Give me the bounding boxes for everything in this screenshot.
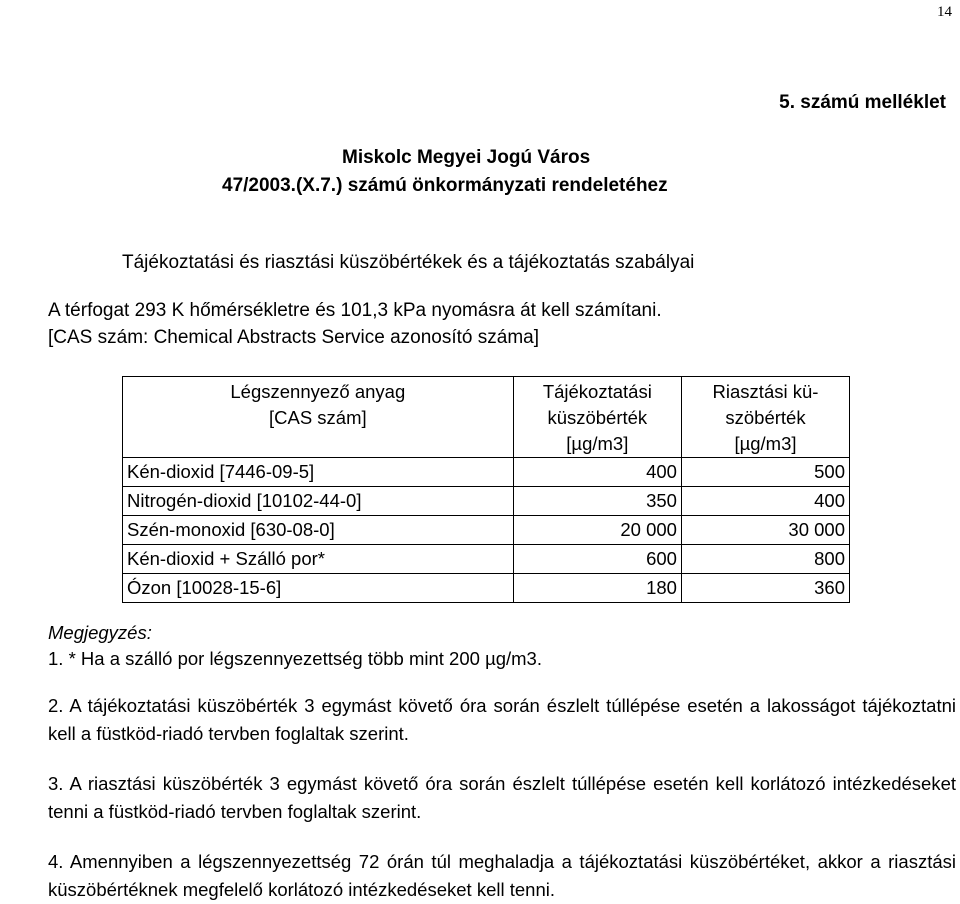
header-info-line1: Tájékoztatási (542, 381, 652, 402)
header-info-line2: küszöbérték (547, 407, 648, 428)
info-threshold-value: 20 000 (513, 516, 681, 545)
table-row (123, 516, 850, 545)
header-alarm-line3: [µg/m3] (734, 433, 797, 454)
pollutant-name: Kén-dioxid + Szálló por* (123, 545, 514, 574)
alarm-threshold-value: 360 (681, 574, 849, 603)
header-alarm-line1: Riasztási kü- (712, 381, 819, 402)
table-row (123, 545, 850, 574)
header-pollutant-line2: [CAS szám] (268, 407, 367, 428)
info-threshold-value: 350 (513, 487, 681, 516)
note-4: 4. Amennyiben a légszennyezettség 72 órán túl meghaladja a tájékoztatási küszöbértéket, akkor a riasztási küszöbértéknek megfelelő korlátozó intézkedéseket kell tenni. (48, 851, 956, 900)
table-header-row (123, 377, 850, 458)
intro-line-volume: A térfogat 293 K hőmérsékletre és 101,3 kPa nyomásra át kell számítani. (48, 300, 662, 321)
pollutant-name: Nitrogén-dioxid [10102-44-0] (123, 487, 514, 516)
annex-label: 5. számú melléklet (779, 92, 946, 113)
header-pollutant-line1: Légszennyező anyag (230, 381, 406, 402)
table-row (123, 574, 850, 603)
info-threshold-value: 400 (513, 458, 681, 487)
table-row (123, 458, 850, 487)
header-alarm-threshold (681, 377, 849, 458)
pollutant-name: Ózon [10028-15-6] (123, 574, 514, 603)
intro-line-cas: [CAS szám: Chemical Abstracts Service azonosító száma] (48, 327, 540, 348)
decree-city: Miskolc Megyei Jogú Város (342, 147, 591, 168)
alarm-threshold-value: 30 000 (681, 516, 849, 545)
threshold-table (122, 376, 850, 603)
page-number: 14 (937, 4, 952, 20)
info-threshold-value: 600 (513, 545, 681, 574)
note-2: 2. A tájékoztatási küszöbérték 3 egymást követő óra során észlelt túllépése esetén a lakosságot tájékoztatni kell a füstköd-riadó tervben foglaltak szerint. (48, 695, 956, 744)
header-pollutant (123, 377, 514, 458)
notes-title: Megjegyzés: (48, 622, 152, 643)
note-1: 1. * Ha a szálló por légszennyezettség több mint 200 µg/m3. (48, 648, 542, 669)
document-title: Tájékoztatási és riasztási küszöbértékek és a tájékoztatás szabályai (122, 252, 695, 273)
alarm-threshold-value: 800 (681, 545, 849, 574)
pollutant-name: Szén-monoxid [630-08-0] (123, 516, 514, 545)
table-row (123, 487, 850, 516)
header-alarm-line2: szöbérték (725, 407, 806, 428)
info-threshold-value: 180 (513, 574, 681, 603)
decree-reference: 47/2003.(X.7.) számú önkormányzati rendeletéhez (222, 175, 668, 196)
header-info-threshold (513, 377, 681, 458)
pollutant-name: Kén-dioxid [7446-09-5] (123, 458, 514, 487)
alarm-threshold-value: 500 (681, 458, 849, 487)
alarm-threshold-value: 400 (681, 487, 849, 516)
header-info-line3: [µg/m3] (566, 433, 629, 454)
note-3: 3. A riasztási küszöbérték 3 egymást követő óra során észlelt túllépése esetén kell korlátozó intézkedéseket tenni a füstköd-riadó tervben foglaltak szerint. (48, 773, 956, 822)
